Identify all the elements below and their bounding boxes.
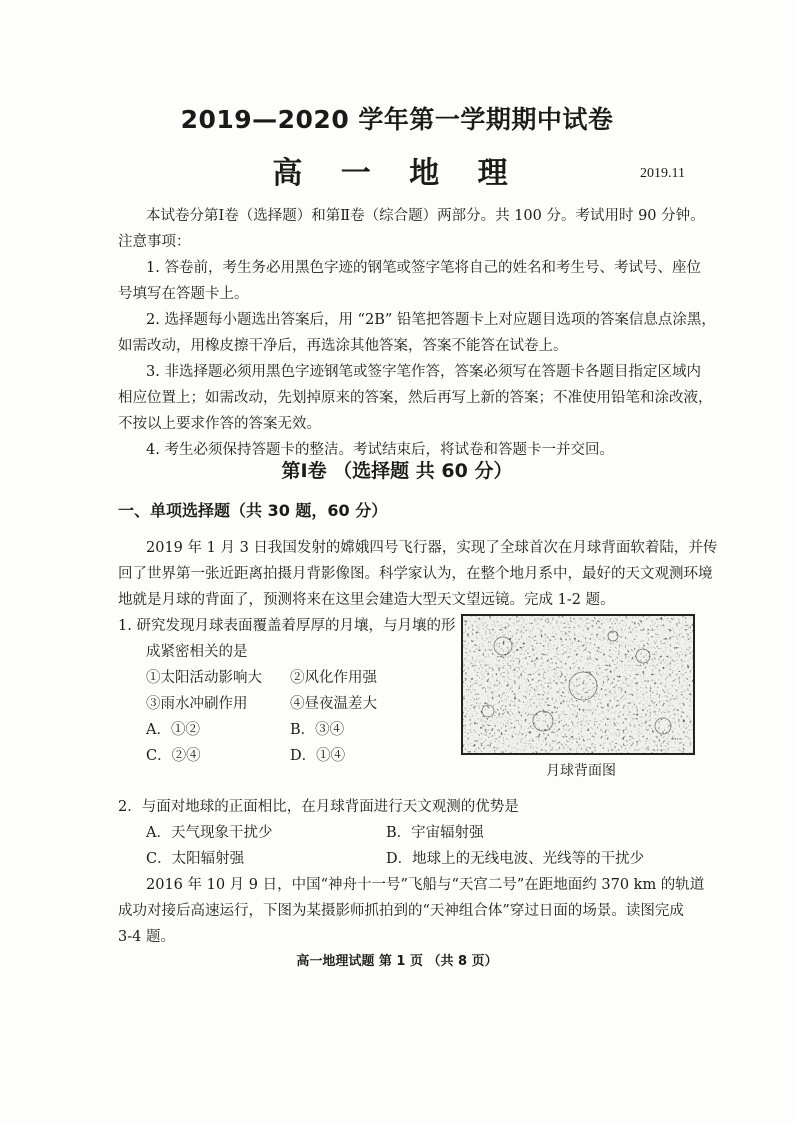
question-2-option-d: D．地球上的无线电波、光线等的干扰少: [386, 851, 645, 867]
notice-item-4-line-1: 4. 考生必须保持答题卡的整洁。考试结束后，将试卷和答题卡一并交回。: [146, 442, 614, 458]
question-1-option-a: A．①②: [146, 722, 200, 738]
notice-item-3-line-1: 3. 非选择题必须用黑色字迹钢笔或签字笔作答，答案必须写在答题卡各题目指定区域内: [146, 364, 701, 380]
notice-item-2-line-1: 2. 选择题每小题选出答案后，用 “2B” 铅笔把答题卡上对应题目选项的答案信息点涂黑，: [146, 312, 716, 328]
passage-2-line-3: 3-4 题。: [118, 929, 175, 945]
question-1-stem-line-1: 1. 研究发现月球表面覆盖着厚厚的月壤，与月壤的形: [118, 618, 456, 634]
moon-far-side-image: [461, 614, 695, 755]
figure-caption: 月球背面图: [546, 763, 616, 779]
question-1-option-c: C．②④: [146, 748, 201, 764]
question-1-option-b: B．③④: [290, 722, 345, 738]
notice-item-3-line-3: 不按以上要求作答的答案无效。: [118, 416, 321, 432]
question-1-statement-3: ③雨水冲刷作用: [146, 696, 248, 712]
question-1-statement-2: ②风化作用强: [290, 670, 377, 686]
passage-2-line-1: 2016 年 10 月 9 日，中国“神舟十一号”飞船与“天宫二号”在距地面约 370 km 的轨道: [146, 877, 705, 893]
question-1-option-d: D．①④: [290, 748, 346, 764]
section-title: 第Ⅰ卷 （选择题 共 60 分）: [281, 460, 513, 482]
question-2-option-b: B．宇宙辐射强: [386, 825, 484, 841]
notice-item-1-line-2: 号填写在答题卡上。: [118, 286, 249, 302]
page-footer: 高一地理试题 第 1 页 （共 8 页）: [296, 954, 498, 969]
exam-title: 2019—2020 学年第一学期期中试卷: [180, 105, 614, 134]
question-1-statement-4: ④昼夜温差大: [290, 696, 377, 712]
notice-label: 注意事项：: [118, 234, 191, 250]
passage-1-line-3: 地就是月球的背面了，预测将来在这里会建造大型天文望远镜。完成 1-2 题。: [118, 592, 615, 608]
passage-1-line-2: 回了世界第一张近距离拍摄月背影像图。科学家认为，在整个地月系中，最好的天文观测环境: [118, 566, 713, 582]
question-2-option-c: C．太阳辐射强: [146, 851, 245, 867]
moon-surface-texture: [463, 616, 693, 753]
notice-item-2-line-2: 如需改动，用橡皮擦干净后，再选涂其他答案，答案不能答在试卷上。: [118, 338, 568, 354]
passage-2-line-2: 成功对接后高速运行，下图为某摄影师抓拍到的“天神组合体”穿过日面的场景。读图完成: [118, 903, 684, 919]
question-2-stem: 2．与面对地球的正面相比，在月球背面进行天文观测的优势是: [118, 799, 519, 815]
question-1-statement-1: ①太阳活动影响大: [146, 670, 262, 686]
exam-date: 2019.11: [640, 166, 685, 181]
question-2-option-a: A．天气现象干扰少: [146, 825, 273, 841]
notice-item-3-line-2: 相应位置上；如需改动，先划掉原来的答案，然后再写上新的答案；不准使用铅笔和涂改液，: [118, 390, 713, 406]
question-1-stem-line-2: 成紧密相关的是: [146, 644, 248, 660]
notice-item-1-line-1: 1. 答卷前，考生务必用黑色字迹的钢笔或签字笔将自己的姓名和考生号、考试号、座位: [146, 260, 701, 276]
passage-1-line-1: 2019 年 1 月 3 日我国发射的嫦娥四号飞行器，实现了全球首次在月球背面软着陆，并传: [146, 540, 718, 556]
part-heading: 一、单项选择题（共 30 题，60 分）: [118, 501, 388, 520]
subject-title: 高 一 地 理: [272, 156, 522, 191]
intro-line: 本试卷分第Ⅰ卷（选择题）和第Ⅱ卷（综合题）两部分。共 100 分。考试用时 90 分钟。: [146, 208, 705, 224]
